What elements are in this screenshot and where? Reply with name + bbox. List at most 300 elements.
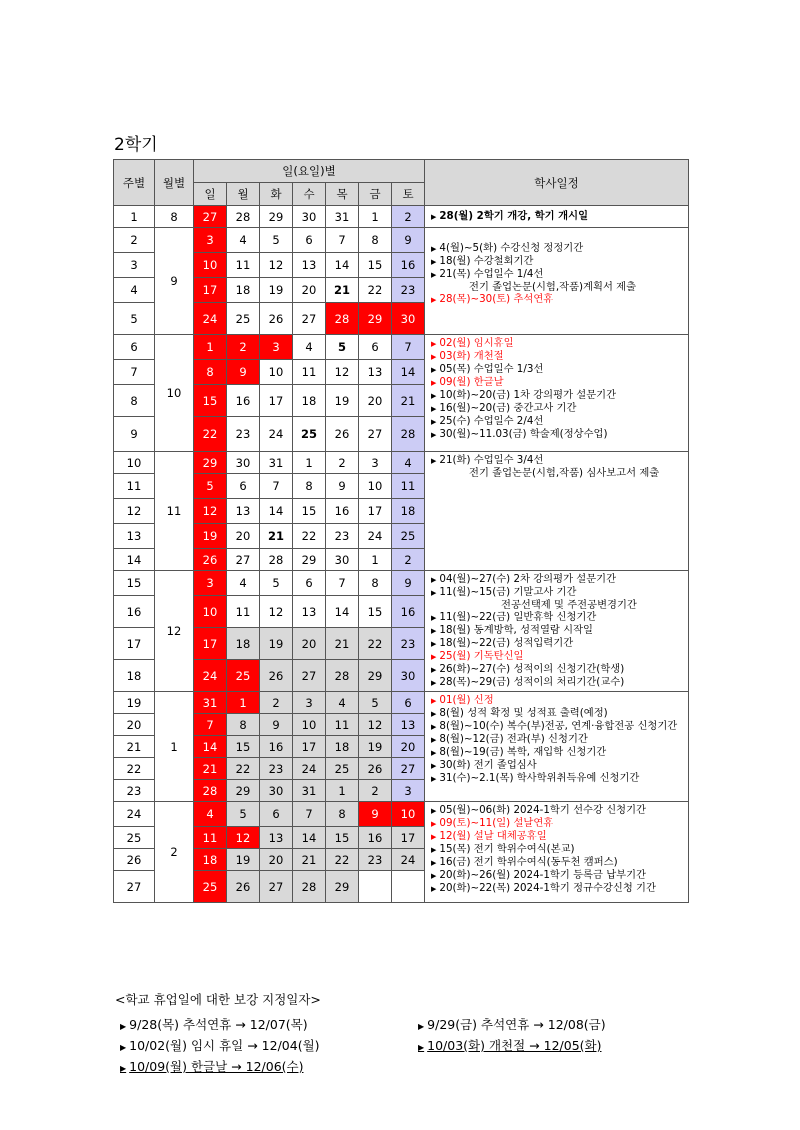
day-cell: 21 xyxy=(260,524,293,549)
day-cell: 8 xyxy=(227,714,260,736)
schedule-item: ▶ 28(목)~29(금) 성적이의 처리기간(교수) xyxy=(431,676,625,688)
day-cell: 27 xyxy=(194,206,227,228)
day-cell: 13 xyxy=(392,714,425,736)
academic-calendar-table xyxy=(113,159,689,903)
day-cell: 23 xyxy=(260,758,293,780)
schedule-item: ▶ 20(화)~22(목) 2024-1학기 정규수강신청 기간 xyxy=(431,882,656,894)
day-cell: 17 xyxy=(392,827,425,849)
month-cell: 10 xyxy=(155,335,194,452)
week-number: 7 xyxy=(114,360,155,385)
day-cell: 31 xyxy=(260,452,293,474)
triangle-icon: ▶ xyxy=(431,296,437,304)
day-cell: 1 xyxy=(293,452,326,474)
week-number: 1 xyxy=(114,206,155,228)
day-cell: 12 xyxy=(359,714,392,736)
day-cell: 17 xyxy=(194,278,227,303)
day-cell: 4 xyxy=(392,452,425,474)
day-cell: 17 xyxy=(359,499,392,524)
day-cell: 10 xyxy=(194,596,227,628)
day-cell: 26 xyxy=(260,303,293,335)
week-number: 4 xyxy=(114,278,155,303)
week-number: 14 xyxy=(114,549,155,571)
day-cell: 15 xyxy=(359,253,392,278)
week-number: 24 xyxy=(114,802,155,827)
day-cell: 26 xyxy=(227,871,260,903)
schedule-item: ▶ 25(수) 수업일수 2/4선 xyxy=(431,415,544,427)
day-cell: 21 xyxy=(326,278,359,303)
triangle-icon: ▶ xyxy=(431,775,437,783)
schedule-item: ▶ 21(화) 수업일수 3/4선 xyxy=(431,454,544,466)
week-row xyxy=(114,452,689,474)
day-cell xyxy=(359,871,392,903)
day-cell: 3 xyxy=(260,335,293,360)
week-number: 6 xyxy=(114,335,155,360)
schedule-item: ▶ 8(월) 성적 확정 및 성적표 출력(예정) xyxy=(431,707,608,719)
header-day-fri: 금 xyxy=(359,183,392,206)
schedule-item: ▶ 18(월)~22(금) 성적입력기간 xyxy=(431,637,574,649)
day-cell: 20 xyxy=(392,736,425,758)
day-cell: 3 xyxy=(392,780,425,802)
week-number: 25 xyxy=(114,827,155,849)
header-day-thu: 목 xyxy=(326,183,359,206)
triangle-icon: ▶ xyxy=(418,1022,425,1031)
day-cell: 5 xyxy=(194,474,227,499)
day-cell: 1 xyxy=(227,692,260,714)
day-cell: 20 xyxy=(293,278,326,303)
week-number: 22 xyxy=(114,758,155,780)
day-cell: 3 xyxy=(293,692,326,714)
day-cell: 22 xyxy=(293,524,326,549)
day-cell: 12 xyxy=(227,827,260,849)
day-cell: 18 xyxy=(227,628,260,660)
day-cell: 24 xyxy=(194,660,227,692)
day-cell: 28 xyxy=(326,660,359,692)
week-number: 21 xyxy=(114,736,155,758)
day-cell: 27 xyxy=(293,303,326,335)
day-cell: 20 xyxy=(260,849,293,871)
triangle-icon: ▶ xyxy=(431,872,437,880)
day-cell: 22 xyxy=(194,417,227,452)
triangle-icon: ▶ xyxy=(418,1043,425,1052)
day-cell: 18 xyxy=(227,278,260,303)
triangle-icon: ▶ xyxy=(431,392,437,400)
week-number: 5 xyxy=(114,303,155,335)
schedule-cell xyxy=(425,452,689,571)
day-cell: 7 xyxy=(194,714,227,736)
triangle-icon: ▶ xyxy=(431,762,437,770)
day-cell: 29 xyxy=(359,303,392,335)
header-week: 주별 xyxy=(114,160,155,206)
schedule-item: ▶ 28(목)~30(토) 추석연휴 xyxy=(431,293,554,305)
day-cell: 6 xyxy=(227,474,260,499)
day-cell: 15 xyxy=(194,385,227,417)
day-cell: 29 xyxy=(260,206,293,228)
triangle-icon: ▶ xyxy=(431,431,437,439)
triangle-icon: ▶ xyxy=(431,653,437,661)
day-cell: 6 xyxy=(359,335,392,360)
day-cell: 15 xyxy=(326,827,359,849)
day-cell: 14 xyxy=(326,596,359,628)
day-cell: 18 xyxy=(194,849,227,871)
triangle-icon: ▶ xyxy=(431,679,437,687)
day-cell: 23 xyxy=(359,849,392,871)
day-cell: 4 xyxy=(194,802,227,827)
triangle-icon: ▶ xyxy=(431,457,437,465)
schedule-item: ▶ 03(화) 개천절 xyxy=(431,350,504,362)
day-cell: 22 xyxy=(359,628,392,660)
day-cell: 21 xyxy=(293,849,326,871)
day-cell: 7 xyxy=(293,802,326,827)
triangle-icon: ▶ xyxy=(120,1022,127,1031)
triangle-icon: ▶ xyxy=(431,589,437,597)
triangle-icon: ▶ xyxy=(431,807,437,815)
triangle-icon: ▶ xyxy=(431,885,437,893)
day-cell: 19 xyxy=(260,278,293,303)
schedule-item: ▶ 31(수)~2.1(목) 학사학위취득유예 신청기간 xyxy=(431,772,640,784)
triangle-icon: ▶ xyxy=(431,820,437,828)
day-cell: 13 xyxy=(359,360,392,385)
week-number: 18 xyxy=(114,660,155,692)
month-cell: 2 xyxy=(155,802,194,903)
day-cell: 2 xyxy=(260,692,293,714)
day-cell: 14 xyxy=(260,499,293,524)
day-cell: 28 xyxy=(392,417,425,452)
triangle-icon: ▶ xyxy=(431,379,437,387)
week-row xyxy=(114,692,689,714)
day-cell: 23 xyxy=(392,278,425,303)
month-cell: 1 xyxy=(155,692,194,802)
day-cell: 20 xyxy=(293,628,326,660)
day-cell: 12 xyxy=(194,499,227,524)
header-day-sun: 일 xyxy=(194,183,227,206)
schedule-item: ▶ 16(금) 전기 학위수여식(동두천 캠퍼스) xyxy=(431,856,618,868)
day-cell: 8 xyxy=(326,802,359,827)
week-number: 17 xyxy=(114,628,155,660)
day-cell: 19 xyxy=(227,849,260,871)
day-cell: 7 xyxy=(260,474,293,499)
day-cell: 28 xyxy=(260,549,293,571)
note-item: ▶ 10/09(월) 한글날 → 12/06(수) xyxy=(120,1059,304,1074)
day-cell: 13 xyxy=(293,596,326,628)
day-cell: 19 xyxy=(194,524,227,549)
day-cell: 2 xyxy=(392,206,425,228)
schedule-item: ▶ 09(월) 한글날 xyxy=(431,376,504,388)
day-cell xyxy=(392,871,425,903)
schedule-cell xyxy=(425,228,689,335)
day-cell: 19 xyxy=(359,736,392,758)
week-row xyxy=(114,802,689,827)
day-cell: 29 xyxy=(359,660,392,692)
triangle-icon: ▶ xyxy=(431,245,437,253)
day-cell: 24 xyxy=(392,849,425,871)
day-cell: 5 xyxy=(326,335,359,360)
day-cell: 27 xyxy=(359,417,392,452)
day-cell: 27 xyxy=(293,660,326,692)
day-cell: 8 xyxy=(359,571,392,596)
week-number: 26 xyxy=(114,849,155,871)
triangle-icon: ▶ xyxy=(431,271,437,279)
schedule-cell xyxy=(425,571,689,692)
day-cell: 16 xyxy=(359,827,392,849)
triangle-icon: ▶ xyxy=(120,1043,127,1052)
week-number: 23 xyxy=(114,780,155,802)
header-day-sat: 토 xyxy=(392,183,425,206)
week-row xyxy=(114,228,689,253)
day-cell: 13 xyxy=(260,827,293,849)
header-month: 월별 xyxy=(155,160,194,206)
day-cell: 4 xyxy=(227,228,260,253)
day-cell: 27 xyxy=(227,549,260,571)
day-cell: 5 xyxy=(227,802,260,827)
header-day-wed: 수 xyxy=(293,183,326,206)
day-cell: 22 xyxy=(359,278,392,303)
week-number: 16 xyxy=(114,596,155,628)
triangle-icon: ▶ xyxy=(431,846,437,854)
day-cell: 17 xyxy=(194,628,227,660)
day-cell: 30 xyxy=(392,660,425,692)
day-cell: 28 xyxy=(194,780,227,802)
note-item: ▶ 9/28(목) 추석연휴 → 12/07(목) xyxy=(120,1017,308,1032)
day-cell: 18 xyxy=(326,736,359,758)
week-number: 3 xyxy=(114,253,155,278)
day-cell: 10 xyxy=(359,474,392,499)
day-cell: 16 xyxy=(392,596,425,628)
day-cell: 29 xyxy=(194,452,227,474)
month-cell: 9 xyxy=(155,228,194,335)
day-cell: 11 xyxy=(227,596,260,628)
schedule-item: ▶ 18(월) 수강철회기간 xyxy=(431,255,534,267)
schedule-item: ▶ 04(월)~27(수) 2차 강의평가 설문기간 xyxy=(431,573,617,585)
schedule-item: ▶ 11(월)~15(금) 기말고사 기간 xyxy=(431,586,577,598)
day-cell: 12 xyxy=(260,253,293,278)
day-cell: 7 xyxy=(392,335,425,360)
day-cell: 9 xyxy=(359,802,392,827)
month-cell: 8 xyxy=(155,206,194,228)
day-cell: 10 xyxy=(194,253,227,278)
triangle-icon: ▶ xyxy=(431,340,437,348)
day-cell: 9 xyxy=(227,360,260,385)
day-cell: 29 xyxy=(227,780,260,802)
week-number: 13 xyxy=(114,524,155,549)
schedule-cell xyxy=(425,206,689,228)
day-cell: 31 xyxy=(326,206,359,228)
day-cell: 15 xyxy=(359,596,392,628)
triangle-icon: ▶ xyxy=(431,258,437,266)
day-cell: 23 xyxy=(326,524,359,549)
day-cell: 25 xyxy=(227,303,260,335)
schedule-item: ▶ 01(월) 신정 xyxy=(431,694,494,706)
week-row xyxy=(114,335,689,360)
week-number: 9 xyxy=(114,417,155,452)
day-cell: 16 xyxy=(392,253,425,278)
day-cell: 20 xyxy=(227,524,260,549)
day-cell: 16 xyxy=(326,499,359,524)
day-cell: 11 xyxy=(293,360,326,385)
day-cell: 2 xyxy=(326,452,359,474)
day-cell: 17 xyxy=(293,736,326,758)
week-number: 15 xyxy=(114,571,155,596)
day-cell: 13 xyxy=(227,499,260,524)
day-cell: 10 xyxy=(293,714,326,736)
day-cell: 25 xyxy=(227,660,260,692)
day-cell: 14 xyxy=(194,736,227,758)
day-cell: 11 xyxy=(194,827,227,849)
schedule-item: 전기 졸업논문(시험,작품) 심사보고서 제출 xyxy=(469,467,660,479)
schedule-cell xyxy=(425,692,689,802)
schedule-item: ▶ 30(월)~11.03(금) 학술제(정상수업) xyxy=(431,428,608,440)
schedule-item: ▶ 21(목) 수업일수 1/4선 xyxy=(431,268,544,280)
day-cell: 29 xyxy=(293,549,326,571)
day-cell: 31 xyxy=(194,692,227,714)
day-cell: 3 xyxy=(194,571,227,596)
schedule-item: ▶ 16(월)~20(금) 중간고사 기간 xyxy=(431,402,577,414)
day-cell: 30 xyxy=(293,206,326,228)
notes-heading: <학교 휴업일에 대한 보강 지정일자> xyxy=(115,992,321,1007)
day-cell: 18 xyxy=(293,385,326,417)
day-cell: 6 xyxy=(392,692,425,714)
day-cell: 2 xyxy=(227,335,260,360)
page-title: 2학기 xyxy=(114,135,158,155)
day-cell: 24 xyxy=(359,524,392,549)
day-cell: 1 xyxy=(359,206,392,228)
month-cell: 12 xyxy=(155,571,194,692)
week-row xyxy=(114,571,689,596)
day-cell: 2 xyxy=(392,549,425,571)
triangle-icon: ▶ xyxy=(431,833,437,841)
day-cell: 21 xyxy=(194,758,227,780)
schedule-cell xyxy=(425,802,689,903)
triangle-icon: ▶ xyxy=(431,859,437,867)
note-item: ▶ 10/02(월) 임시 휴일 → 12/04(월) xyxy=(120,1038,320,1053)
day-cell: 6 xyxy=(293,571,326,596)
day-cell: 5 xyxy=(359,692,392,714)
day-cell: 11 xyxy=(227,253,260,278)
day-cell: 30 xyxy=(326,549,359,571)
day-cell: 9 xyxy=(260,714,293,736)
schedule-item: ▶ 20(화)~26(월) 2024-1학기 등록금 납부기간 xyxy=(431,869,646,881)
week-row xyxy=(114,206,689,228)
day-cell: 25 xyxy=(392,524,425,549)
triangle-icon: ▶ xyxy=(431,736,437,744)
day-cell: 30 xyxy=(227,452,260,474)
day-cell: 23 xyxy=(392,628,425,660)
day-cell: 1 xyxy=(359,549,392,571)
week-number: 8 xyxy=(114,385,155,417)
day-cell: 15 xyxy=(227,736,260,758)
day-cell: 4 xyxy=(293,335,326,360)
day-cell: 29 xyxy=(326,871,359,903)
day-cell: 25 xyxy=(293,417,326,452)
triangle-icon: ▶ xyxy=(431,576,437,584)
day-cell: 10 xyxy=(260,360,293,385)
day-cell: 9 xyxy=(392,571,425,596)
week-number: 10 xyxy=(114,452,155,474)
note-item: ▶ 9/29(금) 추석연휴 → 12/08(금) xyxy=(418,1017,606,1032)
header-schedule: 학사일정 xyxy=(425,160,689,206)
schedule-item: ▶ 28(월) 2학기 개강, 학기 개시일 xyxy=(431,210,589,222)
schedule-item: ▶ 10(화)~20(금) 1차 강의평가 설문기간 xyxy=(431,389,617,401)
schedule-item: ▶ 26(화)~27(수) 성적이의 신청기간(학생) xyxy=(431,663,625,675)
schedule-item: ▶ 4(월)~5(화) 수강신청 정정기간 xyxy=(431,242,584,254)
day-cell: 4 xyxy=(326,692,359,714)
day-cell: 4 xyxy=(227,571,260,596)
triangle-icon: ▶ xyxy=(431,640,437,648)
triangle-icon: ▶ xyxy=(431,627,437,635)
day-cell: 5 xyxy=(260,571,293,596)
triangle-icon: ▶ xyxy=(120,1064,127,1073)
day-cell: 9 xyxy=(392,228,425,253)
day-cell: 24 xyxy=(293,758,326,780)
day-cell: 27 xyxy=(392,758,425,780)
day-cell: 30 xyxy=(260,780,293,802)
week-number: 12 xyxy=(114,499,155,524)
week-number: 19 xyxy=(114,692,155,714)
day-cell: 8 xyxy=(359,228,392,253)
day-cell: 12 xyxy=(326,360,359,385)
schedule-cell xyxy=(425,335,689,452)
day-cell: 16 xyxy=(260,736,293,758)
day-cell: 23 xyxy=(227,417,260,452)
day-cell: 21 xyxy=(392,385,425,417)
schedule-item: ▶ 11(월)~22(금) 일반휴학 신청기간 xyxy=(431,611,597,623)
day-cell: 30 xyxy=(392,303,425,335)
day-cell: 22 xyxy=(326,849,359,871)
day-cell: 26 xyxy=(359,758,392,780)
schedule-item: ▶ 8(월)~12(금) 전과(부) 신청기간 xyxy=(431,733,588,745)
day-cell: 24 xyxy=(194,303,227,335)
day-cell: 28 xyxy=(227,206,260,228)
day-cell: 5 xyxy=(260,228,293,253)
day-cell: 11 xyxy=(326,714,359,736)
triangle-icon: ▶ xyxy=(431,710,437,718)
day-cell: 26 xyxy=(326,417,359,452)
day-cell: 11 xyxy=(392,474,425,499)
triangle-icon: ▶ xyxy=(431,366,437,374)
week-number: 2 xyxy=(114,228,155,253)
day-cell: 1 xyxy=(326,780,359,802)
day-cell: 14 xyxy=(392,360,425,385)
schedule-item: ▶ 8(월)~19(금) 복학, 재입학 신청기간 xyxy=(431,746,607,758)
triangle-icon: ▶ xyxy=(431,697,437,705)
day-cell: 26 xyxy=(260,660,293,692)
day-cell: 19 xyxy=(326,385,359,417)
week-number: 11 xyxy=(114,474,155,499)
day-cell: 16 xyxy=(227,385,260,417)
triangle-icon: ▶ xyxy=(431,405,437,413)
schedule-item: ▶ 18(월) 동계방학, 성적열람 시작일 xyxy=(431,624,593,636)
day-cell: 15 xyxy=(293,499,326,524)
schedule-item: ▶ 30(화) 전기 졸업심사 xyxy=(431,759,537,771)
schedule-item: ▶ 15(목) 전기 학위수여식(본교) xyxy=(431,843,575,855)
schedule-item: ▶ 09(토)~11(일) 설날연휴 xyxy=(431,817,554,829)
header-day-mon: 월 xyxy=(227,183,260,206)
schedule-item: 전기 졸업논문(시험,작품)계획서 제출 xyxy=(469,281,637,293)
day-cell: 6 xyxy=(260,802,293,827)
triangle-icon: ▶ xyxy=(431,418,437,426)
day-cell: 8 xyxy=(194,360,227,385)
triangle-icon: ▶ xyxy=(431,353,437,361)
day-cell: 12 xyxy=(260,596,293,628)
makeup-notes xyxy=(115,990,321,1016)
triangle-icon: ▶ xyxy=(431,749,437,757)
schedule-item: ▶ 05(목) 수업일수 1/3선 xyxy=(431,363,544,375)
day-cell: 6 xyxy=(293,228,326,253)
header-days-title: 일(요일)별 xyxy=(194,160,425,183)
day-cell: 9 xyxy=(326,474,359,499)
day-cell: 27 xyxy=(260,871,293,903)
triangle-icon: ▶ xyxy=(431,723,437,731)
day-cell: 13 xyxy=(293,253,326,278)
